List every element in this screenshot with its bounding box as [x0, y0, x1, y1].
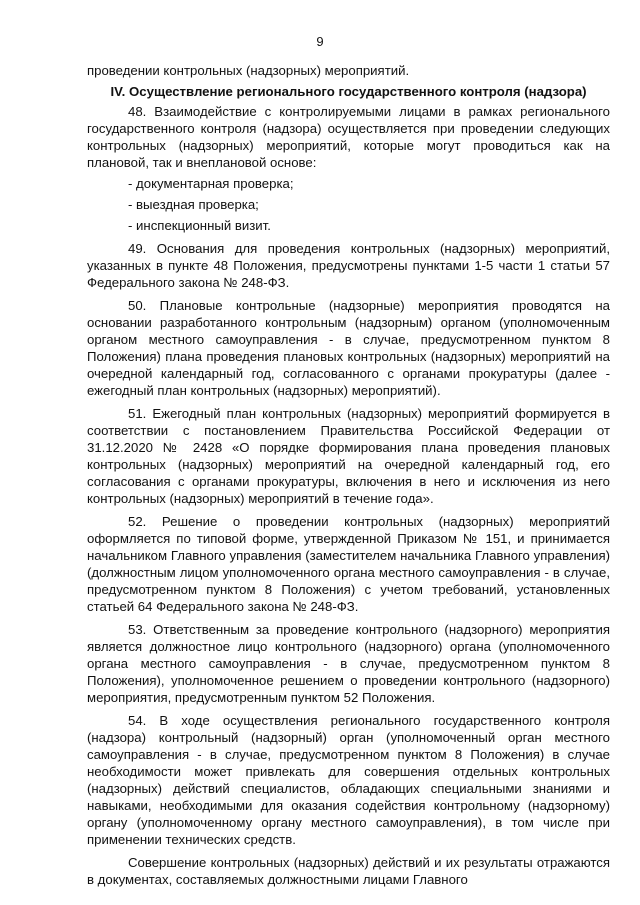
section-heading: IV. Осуществление регионального государственного контроля (надзора): [110, 84, 587, 99]
paragraph-51: 51. Ежегодный план контрольных (надзорных) мероприятий формируется в соответствии с постановлением Правительства Российской Федерации от 31.12.2020 № 2428 «О порядке формирования плана проведения плановых контрольных (надзорных) мероприятий на очередной календарный год, его согласования с органами прокуратуры, включения в него и исключения из него контрольных (надзорных) мероприятий в течение года».: [87, 406, 610, 506]
paragraph-54: 54. В ходе осуществления регионального государственного контроля (надзора) контрольный (надзорный) орган (уполномоченный орган местного самоуправления - в случае, предусмотренном пунктом 8 Положения) в случае необходимости может привлекать для совершения отдельных контрольных (надзорных) действий специалистов, обладающих специальными знаниями и навыками, необходимыми для оказания содействия контрольному (надзорному) органу (уполномоченному органу местного самоуправления), в том числе при применении технических средств.: [87, 713, 610, 847]
document-body: [87, 62, 610, 888]
paragraph-50: 50. Плановые контрольные (надзорные) мероприятия проводятся на основании разработанного контрольным (надзорным) органом (уполномоченным органом местного самоуправления - в случае, предусмотренном пунктом 8 Положения) плана проведения плановых контрольных (надзорных) мероприятий на очередной календарный год, согласованного с органами прокуратуры (далее - ежегодный план контрольных (надзорных) мероприятий).: [87, 298, 610, 398]
paragraph-52: 52. Решение о проведении контрольных (надзорных) мероприятий оформляется по типовой форме, утвержденной Приказом № 151, и принимается начальником Главного управления (заместителем начальника Главного управления) (должностным лицом уполномоченного органа местного самоуправления - в случае, предусмотренном пунктом 8 Положения) с учетом требований, установленных статьей 64 Федерального закона № 248-ФЗ.: [87, 514, 610, 614]
paragraph-53: 53. Ответственным за проведение контрольного (надзорного) мероприятия является должностное лицо контрольного (надзорного) органа (уполномоченного органа местного самоуправления - в случае, предусмотренном пунктом 8 Положения), уполномоченное решением о проведении контрольного (надзорного) мероприятия, предусмотренным пунктом 52 Положения.: [87, 622, 610, 705]
continuation-text: проведении контрольных (надзорных) мероприятий.: [87, 63, 410, 78]
inspection-types-list: [87, 175, 610, 234]
list-item: - инспекционный визит.: [128, 218, 271, 233]
list-item: - документарная проверка;: [128, 176, 294, 191]
page-number: 9: [316, 34, 324, 49]
paragraph-48: 48. Взаимодействие с контролируемыми лицами в рамках регионального государственного контроля (надзора) осуществляется при проведении следующих контрольных (надзорных) мероприятий, которые могут проводиться как на плановой, так и внеплановой основе:: [87, 104, 610, 170]
paragraph-49: 49. Основания для проведения контрольных (надзорных) мероприятий, указанных в пункте 48 Положения, предусмотрены пунктами 1-5 части 1 статьи 57 Федерального закона № 248-ФЗ.: [87, 241, 610, 290]
paragraph-continuation: Совершение контрольных (надзорных) действий и их результаты отражаются в документах, составляемых должностными лицами Главного: [87, 855, 610, 887]
list-item: - выездная проверка;: [128, 197, 259, 212]
